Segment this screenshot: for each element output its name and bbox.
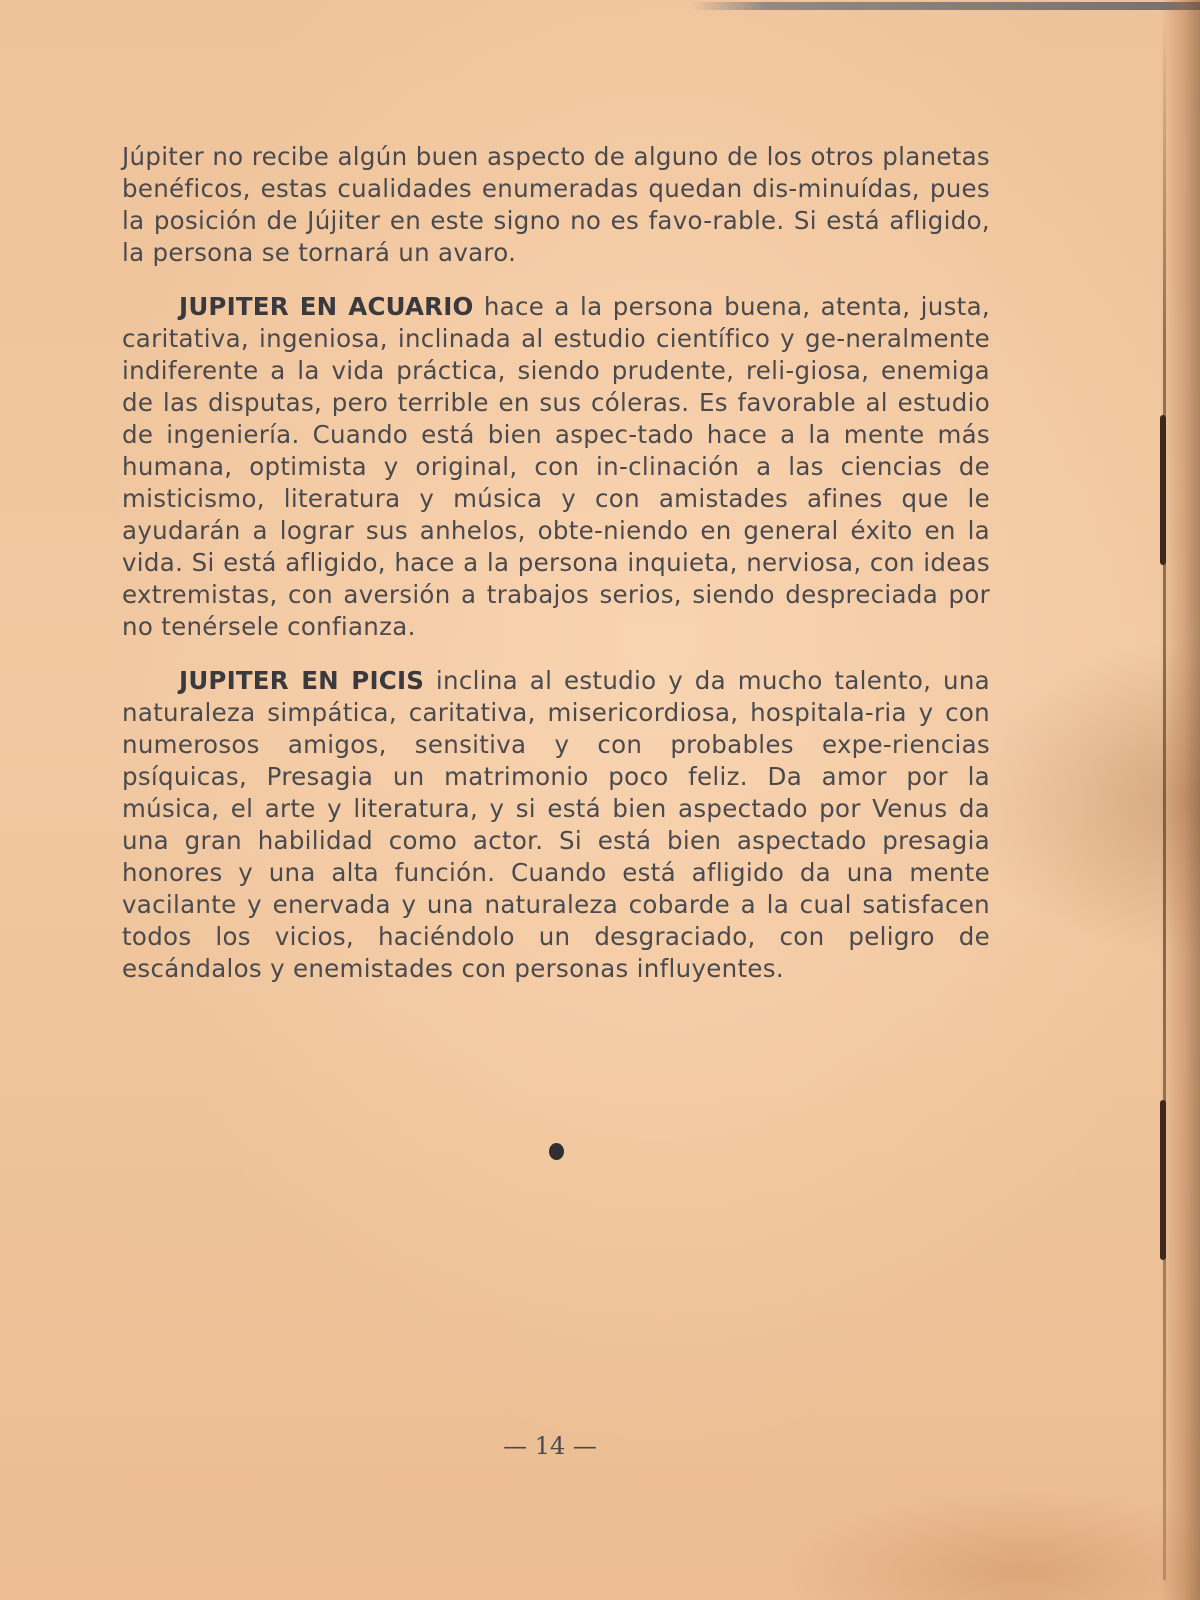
body-text [122,141,990,1007]
paragraph-jupiter-picis [122,665,990,985]
page-number: — 14 — [503,1432,597,1460]
page-binding-shadow [1160,0,1200,1600]
section-heading-picis: JUPITER EN PICIS [179,666,425,695]
page-top-edge-shadow [690,2,1200,10]
paragraph-jupiter-acuario [122,291,990,643]
paper-stain [760,1480,1200,1600]
paragraph-text: inclina al estudio y da mucho talento, una naturaleza simpática, caritativa, misericordiosa, hospitala-ria y con numerosos amigos, sensitiva y con probables expe-riencias psíquicas, Presagia un matrimonio poco feliz. Da amor por la música, el arte y literatura, y si está bien aspectado por Venus da una gran habilidad como actor. Si está bien aspectado presagia honores y una alta función. Cuando está afligido da una mente vacilante y enervada y una naturaleza cobarde a la cual satisfacen todos los vicios, haciéndolo un desgraciado, con peligro de escándalos y enemistades con personas influyentes. [122,666,990,983]
staple-lower [1160,1100,1166,1260]
ornament-dot-icon [549,1143,564,1160]
section-heading-acuario: JUPITER EN ACUARIO [179,292,474,321]
binding-crease [1163,20,1166,1580]
paragraph-text: Júpiter no recibe algún buen aspecto de alguno de los otros planetas benéficos, estas cualidades enumeradas quedan dis-minuídas, pues la posición de Jújiter en este signo no es favo-rable. Si está afligido, la persona se tornará un avaro. [122,142,990,267]
paragraph-text: hace a la persona buena, atenta, justa, caritativa, ingeniosa, inclinada al estudio científico y ge-neralmente indiferente a la vida práctica, siendo prudente, reli-giosa, enemiga de las disputas, pero terrible en sus cóleras. Es favorable al estudio de ingeniería. Cuando está bien aspec-tado hace a la mente más humana, optimista y original, con in-clinación a las ciencias de misticismo, literatura y música y con amistades afines que le ayudarán a lograr sus anhelos, obte-niendo en general éxito en la vida. Si está afligido, hace a la persona inquieta, nerviosa, con ideas extremistas, con aversión a trabajos serios, siendo despreciada por no tenérsele confianza. [122,292,990,641]
staple-upper [1160,415,1166,565]
paragraph-continuation [122,141,990,269]
